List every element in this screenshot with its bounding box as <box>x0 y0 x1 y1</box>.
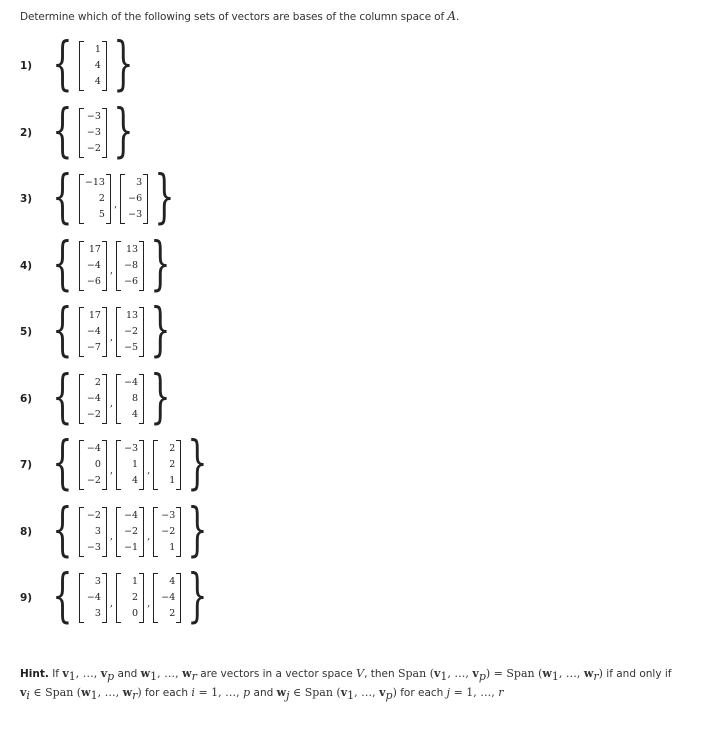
right-brace: } <box>187 428 208 496</box>
column-vector <box>116 573 144 623</box>
vector-separator: , <box>147 531 151 542</box>
left-brace: { <box>52 561 73 629</box>
left-brace: { <box>52 228 73 297</box>
option-number: 7) <box>20 459 33 471</box>
option-number: 6) <box>20 392 33 405</box>
right-brace: } <box>150 228 171 297</box>
vector-separator: , <box>109 531 114 542</box>
column-vector <box>79 307 107 357</box>
vector-entry: −6 <box>128 193 143 204</box>
vector-entry: −4 <box>86 592 101 603</box>
vector-separator: , <box>109 597 114 609</box>
vector-entry: −4 <box>86 443 101 454</box>
option-item <box>20 361 179 430</box>
option-number: 2) <box>20 126 33 139</box>
vector-entry: −3 <box>86 110 101 122</box>
option-item <box>20 561 216 629</box>
column-vector <box>79 374 107 424</box>
option-number: 5) <box>20 326 33 338</box>
vector-entry: 0 <box>132 608 139 619</box>
vector-entry: 5 <box>98 209 105 220</box>
vector-set <box>44 494 216 563</box>
option-number: 9) <box>20 592 33 604</box>
vector-entry: 4 <box>94 76 101 87</box>
vector-entry: −2 <box>86 142 101 154</box>
option-number: 8) <box>20 525 33 538</box>
vector-entry: −3 <box>161 509 176 521</box>
vector-entry: 2 <box>132 592 139 603</box>
left-brace: { <box>52 95 73 164</box>
column-vector <box>79 174 111 224</box>
vector-entry: 1 <box>94 44 101 55</box>
vector-entry: 1 <box>132 459 139 470</box>
vector-entry: −6 <box>86 275 101 287</box>
vector-set <box>44 162 183 230</box>
left-brace: { <box>52 162 73 230</box>
vector-entry: 2 <box>169 459 176 470</box>
vector-entry: −4 <box>86 326 101 337</box>
vector-entry: 1 <box>169 541 176 553</box>
option-number: 1) <box>20 60 33 72</box>
question-text: Determine which of the following sets of vectors are bases of the column space of A. <box>20 9 460 23</box>
vector-entry: 13 <box>126 310 139 321</box>
option-item <box>20 95 142 164</box>
matrix-symbol: A <box>447 9 456 23</box>
vector-set <box>44 295 179 363</box>
vector-entry: 17 <box>88 310 101 321</box>
vector-entry: 4 <box>132 408 139 420</box>
vector-entry: 3 <box>94 525 101 537</box>
vector-entry: −2 <box>161 525 176 537</box>
column-vector <box>116 241 144 291</box>
right-brace: } <box>113 29 134 97</box>
right-brace: } <box>187 494 208 563</box>
vector-entry: −4 <box>124 509 139 521</box>
left-brace: { <box>52 29 73 97</box>
vector-entry: −3 <box>86 541 101 553</box>
column-vector <box>79 573 107 623</box>
left-brace: { <box>52 494 73 563</box>
column-vector <box>79 108 107 158</box>
vector-entry: −3 <box>86 126 101 138</box>
vector-entry: 4 <box>132 475 139 486</box>
column-vector <box>120 174 148 224</box>
left-brace: { <box>52 361 73 430</box>
vector-separator: , <box>147 597 151 609</box>
vector-entry: 1 <box>132 576 139 587</box>
column-vector <box>116 440 144 490</box>
column-vector <box>116 374 144 424</box>
vector-set <box>44 228 179 297</box>
vector-set <box>44 29 142 97</box>
vector-separator: , <box>109 398 114 409</box>
left-brace: { <box>52 428 73 496</box>
option-item <box>20 29 142 97</box>
column-vector <box>79 440 107 490</box>
vector-entry: −5 <box>124 342 139 353</box>
vector-entry: 0 <box>94 459 101 470</box>
column-vector <box>153 440 181 490</box>
vector-entry: −2 <box>86 408 101 420</box>
option-item <box>20 228 179 297</box>
vector-entry: 2 <box>94 376 101 388</box>
vector-entry: −3 <box>124 443 139 454</box>
vector-set <box>44 95 142 164</box>
option-number: 3) <box>20 193 33 205</box>
vector-entry: 4 <box>169 576 176 587</box>
vector-entry: −2 <box>86 475 101 486</box>
vector-entry: −2 <box>124 326 139 337</box>
vector-entry: 3 <box>94 576 101 587</box>
vector-set <box>44 428 216 496</box>
vector-separator: , <box>109 331 114 343</box>
option-item <box>20 494 216 563</box>
vector-entry: −2 <box>124 525 139 537</box>
column-vector <box>153 573 181 623</box>
vector-entry: −2 <box>86 509 101 521</box>
column-vector <box>79 241 107 291</box>
option-number: 4) <box>20 259 33 272</box>
vector-entry: −6 <box>124 275 139 287</box>
vector-entry: −1 <box>124 541 139 553</box>
vector-separator: , <box>109 265 114 276</box>
vector-entry: −7 <box>86 342 101 353</box>
vector-entry: 1 <box>169 475 176 486</box>
column-vector <box>79 507 107 557</box>
vector-entry: −4 <box>86 259 101 271</box>
vector-separator: , <box>113 198 118 210</box>
vector-entry: −13 <box>84 177 105 188</box>
column-vector <box>116 307 144 357</box>
vector-set <box>44 361 179 430</box>
vector-entry: 3 <box>136 177 143 188</box>
column-vector <box>153 507 181 557</box>
vector-entry: 17 <box>88 243 101 255</box>
hint-label: Hint. <box>20 668 49 680</box>
vector-entry: −3 <box>128 209 143 220</box>
vector-entry: −4 <box>124 376 139 388</box>
vector-separator: , <box>109 464 114 476</box>
hint-paragraph: Hint. If $v_1$, …, $v_p$ and $w_1$, …, $w_r$ are vectors in a vector space V, then Span ($v_1$, …, $v_p$) = Span ($w_1$, …, $w_r$) if and only if $v_i$ ∈ Span ($w_1$, …, $w_r$) for each i = 1, …, p and $w_j$ ∈ Span ($v_1$, …, $v_p$) for each j = 1, …, r <box>20 667 672 703</box>
right-brace: } <box>113 95 134 164</box>
option-item <box>20 162 183 230</box>
vector-entry: 13 <box>126 243 139 255</box>
right-brace: } <box>187 561 208 629</box>
vector-entry: 2 <box>169 608 176 619</box>
vector-entry: 4 <box>94 60 101 71</box>
vector-entry: 2 <box>169 443 176 454</box>
left-brace: { <box>52 295 73 363</box>
vector-entry: 3 <box>94 608 101 619</box>
column-vector <box>116 507 144 557</box>
column-vector <box>79 41 107 91</box>
vector-entry: −8 <box>124 259 139 271</box>
vector-separator: , <box>147 464 151 476</box>
vector-entry: 2 <box>98 193 105 204</box>
option-item <box>20 295 179 363</box>
right-brace: } <box>150 295 171 363</box>
option-item <box>20 428 216 496</box>
right-brace: } <box>154 162 175 230</box>
vector-entry: −4 <box>161 592 176 603</box>
right-brace: } <box>150 361 171 430</box>
vector-set <box>44 561 216 629</box>
vector-entry: −4 <box>86 392 101 404</box>
vector-entry: 8 <box>132 392 139 404</box>
